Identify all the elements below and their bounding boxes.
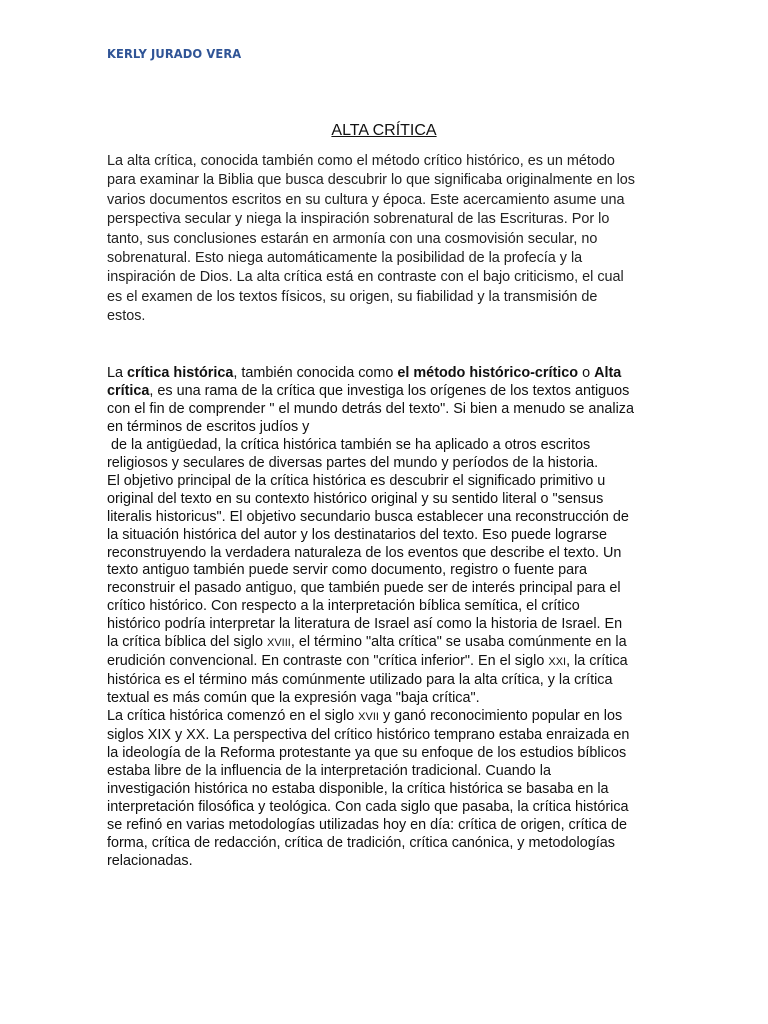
text-line bbox=[107, 708, 667, 727]
text-line: religiosos y seculares de diversas partes del mundo y períodos de la historia. bbox=[107, 454, 599, 471]
century-numeral: XVIII bbox=[266, 637, 291, 650]
text-line bbox=[107, 365, 667, 383]
text-run: y ganó reconocimiento popular en los bbox=[378, 708, 623, 725]
text-line: de la antigüedad, la crítica histórica también se ha aplicado a otros escritos bbox=[107, 436, 591, 453]
text-run: , el término "alta crítica" se usaba comúnmente en la bbox=[290, 634, 627, 651]
author-name: KERLY JURADO VERA bbox=[107, 46, 242, 61]
intro-paragraph bbox=[107, 152, 667, 327]
text-line: reconstruir el pasado antiguo, que también puede ser de interés principal para el bbox=[107, 580, 621, 597]
text-run: , la crítica bbox=[566, 653, 628, 670]
text-line: forma, crítica de redacción, crítica de tradición, crítica canónica, y metodologías bbox=[107, 834, 615, 851]
text-line: la ideología de la Reforma protestante ya que su enfoque de los estudios bíblicos bbox=[107, 745, 627, 762]
text-line: reconstruyendo la verdadera naturaleza de los eventos que describe el texto. Un bbox=[107, 544, 622, 561]
text-line: la situación histórica del autor y los destinatarios del texto. Eso puede lograrse bbox=[107, 526, 607, 543]
text-line: siglos XIX y XX. La perspectiva del crítico histórico temprano estaba enraizada en bbox=[107, 727, 630, 744]
text-line bbox=[107, 383, 667, 401]
text-line bbox=[107, 653, 667, 672]
text-line: es el examen de los textos físicos, su origen, su fiabilidad y la transmisión de bbox=[107, 288, 598, 305]
text-line: textual es más común que la expresión vaga "baja crítica". bbox=[107, 690, 480, 707]
text-run: la crítica bíblica del siglo bbox=[107, 634, 267, 651]
text-run: La crítica histórica comenzó en el siglo bbox=[107, 708, 359, 725]
text-run: , también conocida como bbox=[233, 365, 398, 381]
text-line: texto antiguo también puede servir como documento, registro o fuente para bbox=[107, 562, 587, 579]
century-numeral: XXI bbox=[548, 656, 567, 669]
text-run: La bbox=[107, 365, 128, 381]
text-line bbox=[107, 634, 667, 653]
historical-criticism-section bbox=[107, 365, 667, 871]
text-line: en términos de escritos judíos y bbox=[107, 418, 310, 435]
text-line: literalis historicus". El objetivo secundario busca establecer una reconstrucción de bbox=[107, 508, 629, 525]
bold-term: el método histórico-crítico bbox=[397, 365, 579, 381]
text-line: tanto, sus conclusiones estarán en armonía con una cosmovisión secular, no bbox=[107, 230, 598, 247]
text-line: original del texto en su contexto histórico original y su sentido literal o "sensus bbox=[107, 490, 604, 507]
text-run: , es una rama de la crítica que investiga los orígenes de los textos antiguos bbox=[149, 382, 630, 399]
text-line: interpretación filosófica y teológica. Con cada siglo que pasaba, la crítica histórica bbox=[107, 798, 629, 815]
document-title: ALTA CRÍTICA bbox=[331, 122, 437, 139]
text-line: estaba libre de la influencia de la interpretación tradicional. Cuando la bbox=[107, 762, 551, 779]
text-line: para examinar la Biblia que busca descubrir lo que significaba originalmente en los bbox=[107, 172, 635, 189]
text-run: erudición convencional. En contraste con "crítica inferior". En el siglo bbox=[107, 653, 549, 670]
text-line: inspiración de Dios. La alta crítica está en contraste con el bajo criticismo, el cual bbox=[107, 269, 624, 286]
century-numeral: XVII bbox=[358, 711, 379, 724]
text-line: La alta crítica, conocida también como el método crítico histórico, es un método bbox=[107, 153, 615, 169]
text-line: crítico histórico. Con respecto a la interpretación bíblica semítica, el crítico bbox=[107, 598, 580, 615]
text-line: perspectiva secular y niega la inspiración sobrenatural de las Escrituras. Por lo bbox=[107, 211, 610, 228]
text-line: se refinó en varias metodologías utilizadas hoy en día: crítica de origen, crítica de bbox=[107, 816, 627, 833]
text-line: El objetivo principal de la crítica histórica es descubrir el significado primitivo u bbox=[107, 472, 606, 489]
text-line: sobrenatural. Esto niega automáticamente la posibilidad de la profecía y la bbox=[107, 250, 583, 267]
bold-term: crítica bbox=[107, 382, 150, 399]
bold-term: crítica histórica bbox=[127, 365, 234, 381]
text-line: con el fin de comprender " el mundo detrás del texto". Si bien a menudo se analiza bbox=[107, 400, 634, 417]
text-line: relacionadas. bbox=[107, 852, 193, 869]
text-line: estos. bbox=[107, 308, 146, 325]
text-line: investigación histórica no estaba disponible, la crítica histórica se basaba en la bbox=[107, 780, 609, 797]
text-run: o bbox=[578, 365, 595, 381]
text-line: histórico podría interpretar la literatura de Israel así como la historia de Israel. En bbox=[107, 616, 623, 633]
text-line: histórica es el término más comúnmente utilizado para la alta crítica, y la crítica bbox=[107, 672, 613, 689]
bold-term: Alta bbox=[594, 365, 622, 381]
text-line: varios documentos escritos en su cultura y época. Este acercamiento asume una bbox=[107, 191, 625, 208]
